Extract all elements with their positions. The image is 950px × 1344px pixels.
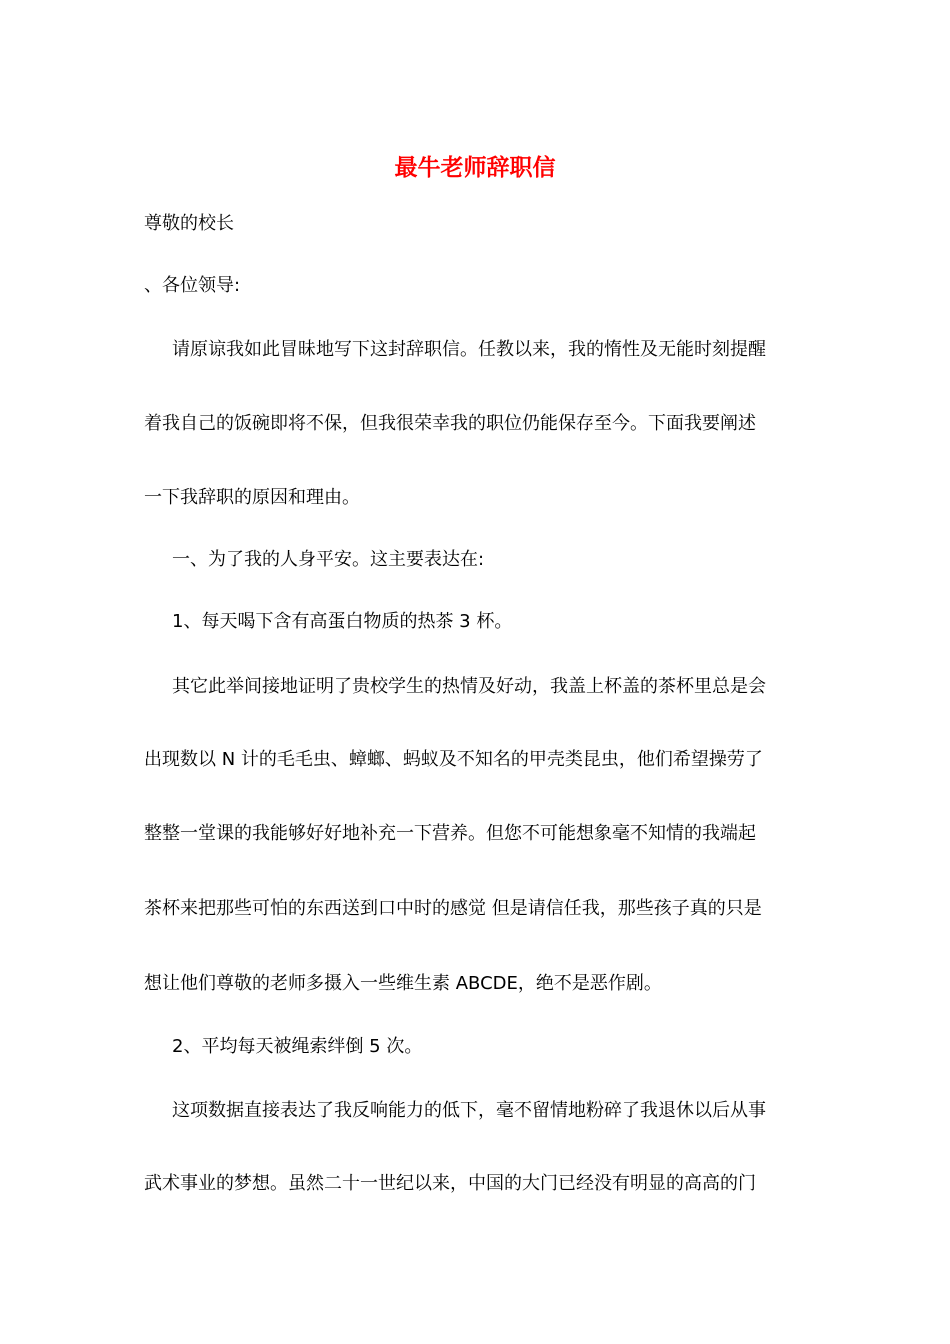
section-heading: 一、为了我的人身平安。这主要表达在: xyxy=(172,549,485,570)
paragraph-line: 出现数以 N 计的毛毛虫、蟑螂、蚂蚁及不知名的甲壳类昆虫，他们希望操劳了 xyxy=(144,749,763,770)
paragraph-line: 一下我辞职的原因和理由。 xyxy=(144,487,360,508)
paragraph-line: 整整一堂课的我能够好好地补充一下营养。但您不可能想象毫不知情的我端起 xyxy=(144,823,756,844)
paragraph-line: 这项数据直接表达了我反响能力的低下，毫不留情地粉碎了我退休以后从事 xyxy=(172,1100,766,1121)
salutation-line-1: 尊敬的校长 xyxy=(144,213,234,234)
paragraph-line: 其它此举间接地证明了贵校学生的热情及好动，我盖上杯盖的茶杯里总是会 xyxy=(172,676,766,697)
paragraph-line: 想让他们尊敬的老师多摄入一些维生素 ABCDE，绝不是恶作剧。 xyxy=(144,973,662,994)
list-item: 2、平均每天被绳索绊倒 5 次。 xyxy=(172,1036,423,1057)
paragraph-line: 请原谅我如此冒昧地写下这封辞职信。任教以来，我的惰性及无能时刻提醒 xyxy=(172,339,766,360)
paragraph-line: 武术事业的梦想。虽然二十一世纪以来，中国的大门已经没有明显的高高的门 xyxy=(144,1173,756,1194)
paragraph-line: 茶杯来把那些可怕的东西送到口中时的感觉 但是请信任我，那些孩子真的只是 xyxy=(144,898,762,919)
paragraph-line: 着我自己的饭碗即将不保，但我很荣幸我的职位仍能保存至今。下面我要阐述 xyxy=(144,413,756,434)
list-item: 1、每天喝下含有高蛋白物质的热茶 3 杯。 xyxy=(172,611,513,632)
document-title: 最牛老师辞职信 xyxy=(394,155,556,181)
salutation-line-2: 、各位领导: xyxy=(144,275,241,296)
